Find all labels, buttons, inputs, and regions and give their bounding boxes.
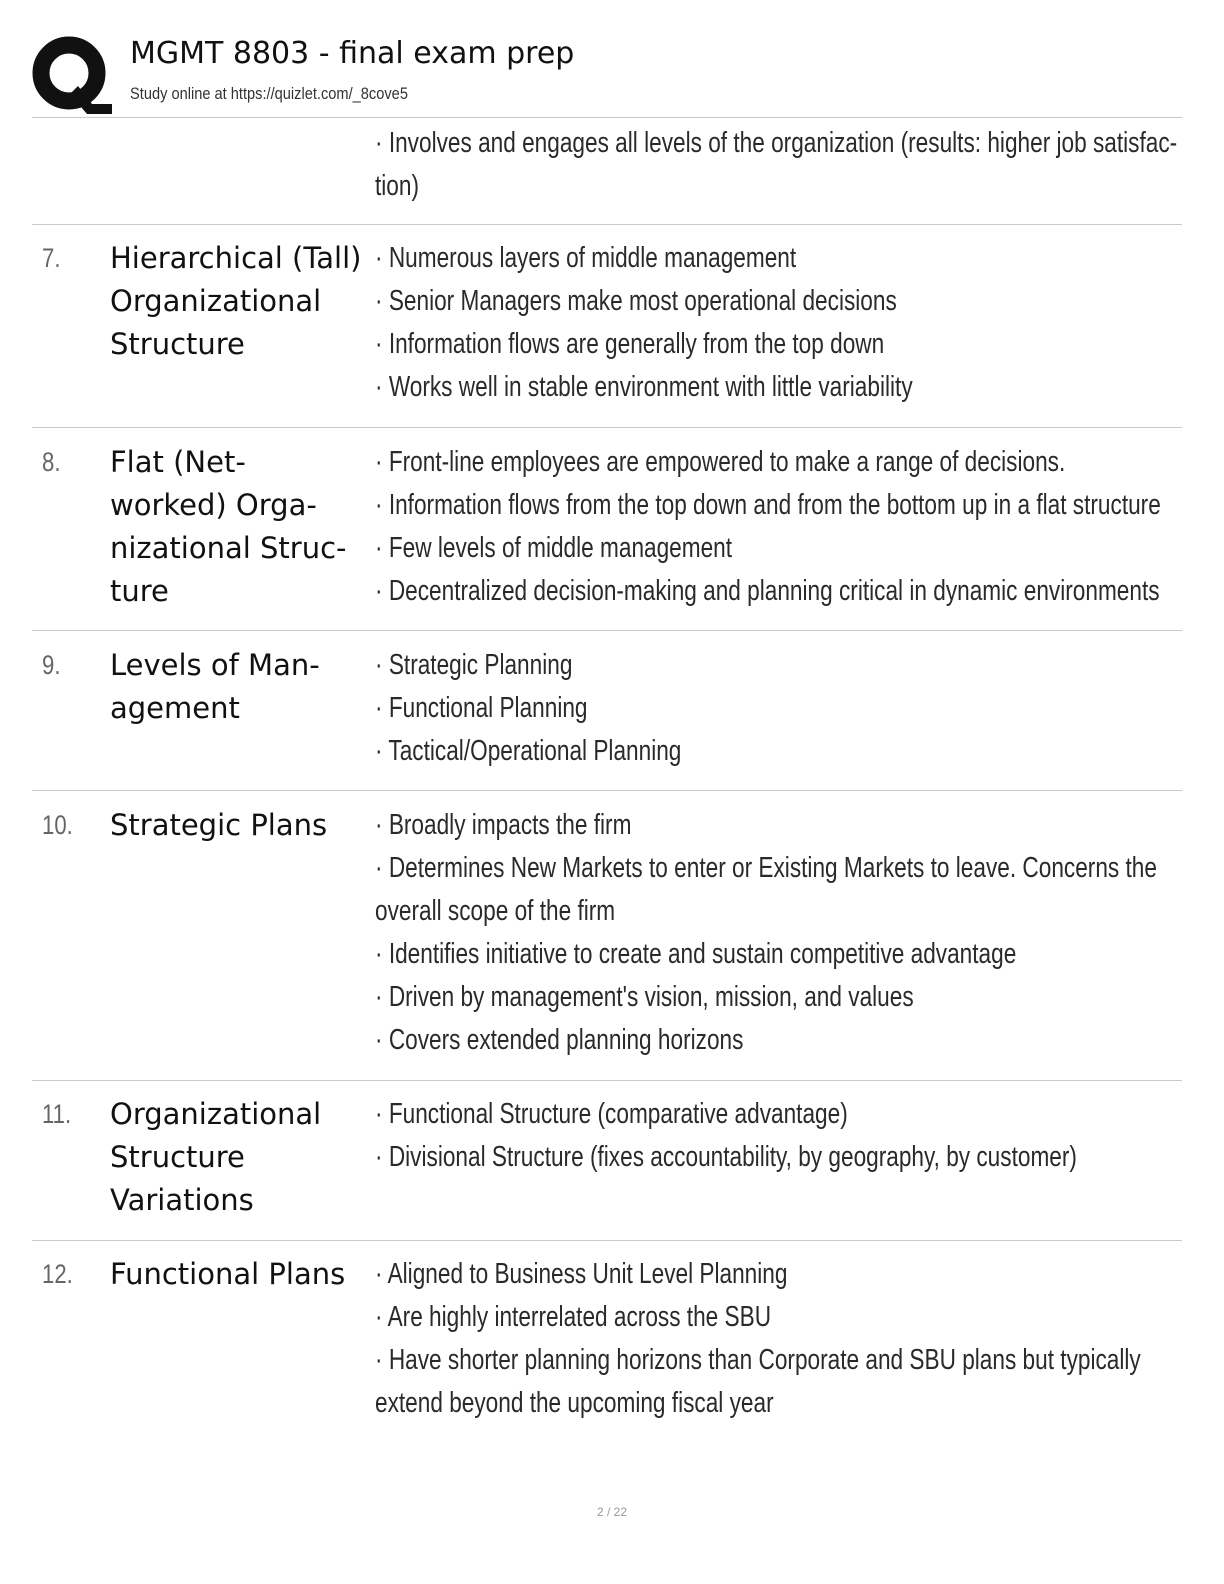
definition-line: · Aligned to Business Unit Level Planning bbox=[375, 1258, 788, 1290]
row-divider bbox=[32, 630, 1182, 631]
definition-line: · Are highly interrelated across the SBU bbox=[375, 1301, 772, 1333]
page-title: MGMT 8803 - final exam prep bbox=[130, 36, 575, 71]
definition-line: · Few levels of middle management bbox=[375, 532, 733, 564]
row-divider bbox=[32, 1080, 1182, 1081]
definition-line: · Numerous layers of middle management bbox=[375, 242, 797, 274]
definition-line: · Functional Planning bbox=[375, 692, 588, 724]
definition-line: extend beyond the upcoming fiscal year bbox=[375, 1387, 774, 1419]
term-line: Organizational bbox=[110, 1097, 322, 1131]
card-term bbox=[110, 1093, 375, 1222]
page-header bbox=[32, 32, 1182, 116]
definition-line: · Tactical/Operational Planning bbox=[375, 735, 682, 767]
page-number: 2 / 22 bbox=[596, 1505, 628, 1519]
card-number: 11. bbox=[42, 1099, 72, 1129]
quizlet-logo-icon bbox=[32, 36, 112, 114]
card-number: 7. bbox=[42, 243, 61, 273]
definition-line: · Determines New Markets to enter or Existing Markets to leave. Concerns the bbox=[375, 852, 1157, 884]
term-line: Structure bbox=[110, 1140, 245, 1174]
definition-line: · Divisional Structure (fixes accountability, by geography, by customer) bbox=[375, 1141, 1077, 1173]
study-link[interactable]: Study online at https://quizlet.com/_8cove5 bbox=[130, 84, 408, 103]
card-term bbox=[110, 237, 375, 366]
card-number: 9. bbox=[42, 650, 61, 680]
continued-definition bbox=[375, 122, 1178, 208]
row-divider bbox=[32, 427, 1182, 428]
row-divider bbox=[32, 224, 1182, 225]
card-definition bbox=[375, 1253, 1183, 1425]
card-definition bbox=[375, 441, 1183, 613]
term-line: ture bbox=[110, 574, 169, 608]
card-term bbox=[110, 1253, 375, 1296]
definition-line: overall scope of the firm bbox=[375, 895, 616, 927]
definition-line: · Functional Structure (comparative advantage) bbox=[375, 1098, 848, 1130]
card-number: 8. bbox=[42, 447, 61, 477]
definition-line: · Driven by management's vision, mission, and values bbox=[375, 981, 914, 1013]
term-line: Organizational bbox=[110, 284, 322, 318]
definition-line: · Information flows from the top down and from the bottom up in a flat structure bbox=[375, 489, 1161, 521]
card-number: 10. bbox=[42, 810, 73, 840]
term-line: agement bbox=[110, 691, 240, 725]
term-line: Variations bbox=[110, 1183, 254, 1217]
card-definition bbox=[375, 237, 1183, 409]
term-line: Functional Plans bbox=[110, 1257, 346, 1291]
card-term bbox=[110, 804, 375, 847]
definition-line: · Front-line employees are empowered to make a range of decisions. bbox=[375, 446, 1066, 478]
definition-line: · Strategic Planning bbox=[375, 649, 573, 681]
card-term bbox=[110, 441, 375, 613]
term-line: worked) Orga- bbox=[110, 488, 317, 522]
term-line: Levels of Man- bbox=[110, 648, 320, 682]
card-definition bbox=[375, 644, 1183, 773]
row-divider bbox=[32, 790, 1182, 791]
card-definition bbox=[375, 804, 1183, 1062]
definition-line: · Works well in stable environment with little variability bbox=[375, 371, 913, 403]
term-line: Strategic Plans bbox=[110, 808, 328, 842]
card-term bbox=[110, 644, 375, 730]
definition-line: · Covers extended planning horizons bbox=[375, 1024, 744, 1056]
definition-line: · Identifies initiative to create and sustain competitive advantage bbox=[375, 938, 1017, 970]
definition-line: tion) bbox=[375, 170, 420, 202]
definition-line: · Have shorter planning horizons than Corporate and SBU plans but typically bbox=[375, 1344, 1141, 1376]
definition-line: · Involves and engages all levels of the organization (results: higher job satisfac- bbox=[375, 127, 1178, 159]
card-number: 12. bbox=[42, 1259, 73, 1289]
definition-line: · Information flows are generally from the top down bbox=[375, 328, 885, 360]
definition-line: · Senior Managers make most operational decisions bbox=[375, 285, 897, 317]
card-definition bbox=[375, 1093, 1183, 1179]
term-line: Flat (Net- bbox=[110, 445, 246, 479]
term-line: Hierarchical (Tall) bbox=[110, 241, 362, 275]
definition-line: · Broadly impacts the firm bbox=[375, 809, 632, 841]
term-line: nizational Struc- bbox=[110, 531, 347, 565]
definition-line: · Decentralized decision-making and planning critical in dynamic environments bbox=[375, 575, 1160, 607]
row-divider bbox=[32, 1240, 1182, 1241]
term-line: Structure bbox=[110, 327, 245, 361]
header-divider bbox=[32, 117, 1182, 118]
